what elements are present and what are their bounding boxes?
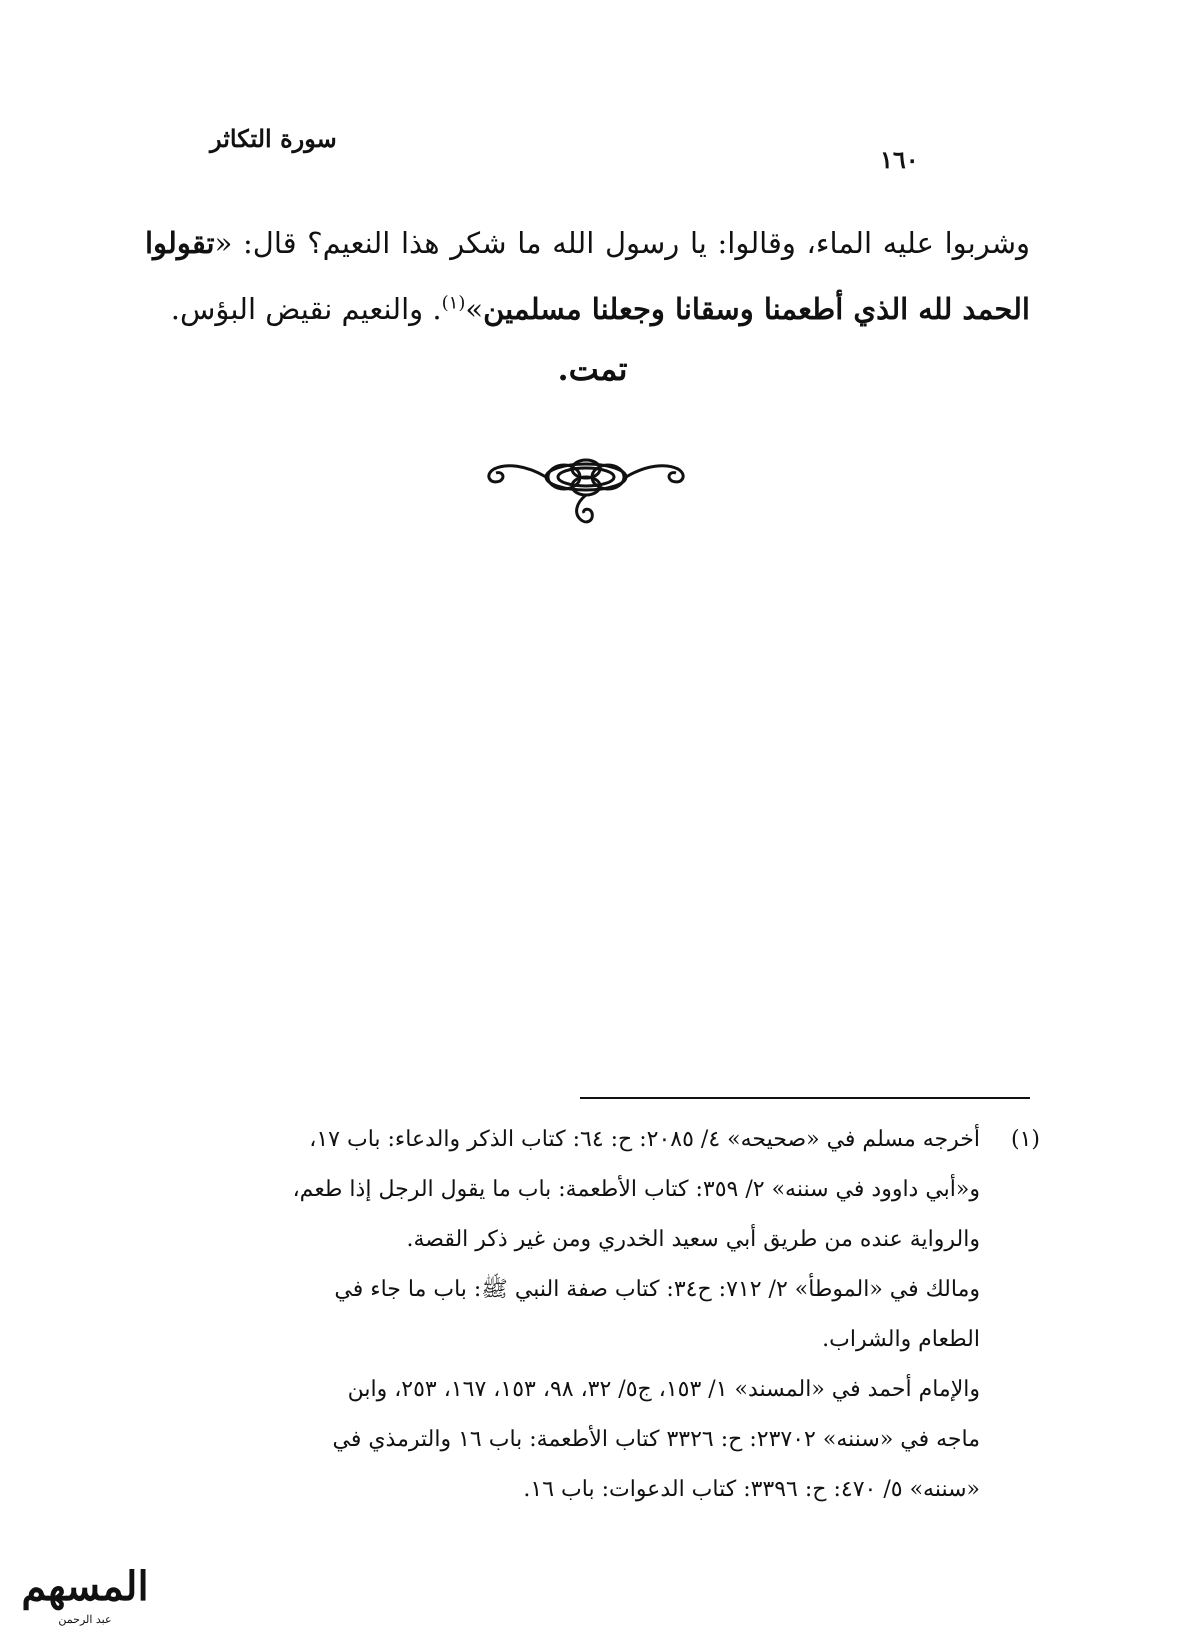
running-title: سورة التكاثر — [210, 124, 337, 153]
publisher-logo — [10, 1555, 160, 1635]
body-segment: . والنعيم نقيض البؤس. — [170, 292, 442, 326]
footnote-marker: (١) — [1010, 1127, 1040, 1152]
footnote-line: الطعام والشراب. — [822, 1327, 980, 1352]
footnote-line: والرواية عنده من طريق أبي سعيد الخدري ومن غير ذكر القصة. — [406, 1227, 980, 1252]
footnote-line: «سننه» ٥/ ٤٧٠: ح: ٣٣٩٦: كتاب الدعوات: باب ١٦. — [523, 1477, 980, 1502]
footnotes — [145, 1115, 1040, 1515]
body-segment: وشربوا عليه الماء، وقالوا: يا رسول الله ما شكر هذا النعيم؟ قال: « — [214, 226, 1030, 260]
footnote-entry — [145, 1115, 1040, 1515]
ornament-divider-icon — [476, 455, 696, 535]
logo-text: المسهم — [21, 1563, 149, 1610]
footnote-reference[interactable]: (١) — [441, 292, 466, 314]
logo-subtext: عبد الرحمن — [58, 1613, 112, 1626]
footnote-line: أخرجه مسلم في «صحيحه» ٤/ ٢٠٨٥: ح: ٦٤: كتاب الذكر والدعاء: باب ١٧، — [309, 1127, 980, 1152]
footnote-separator — [580, 1097, 1030, 1099]
footnote-line: ماجه في «سننه» ٢٣٧٠٢: ح: ٣٣٢٦ كتاب الأطعمة: باب ١٦ والترمذي في — [332, 1427, 980, 1452]
main-paragraph — [145, 210, 1030, 342]
prophetic-quote: تقولوا الحمد لله الذي أطعمنا وسقانا وجعلنا مسلمين — [145, 226, 1030, 326]
footnote-line: والإمام أحمد في «المسند» ١/ ١٥٣، ج٥/ ٣٢، ٩٨، ١٥٣، ١٦٧، ٢٥٣، وابن — [347, 1377, 980, 1402]
page-number: ١٦٠ — [880, 145, 919, 174]
end-word: تمت. — [557, 350, 628, 388]
body-segment: » — [465, 292, 484, 326]
footnote-line: ومالك في «الموطأ» ٢/ ٧١٢: ح٣٤: كتاب صفة النبي ﷺ: باب ما جاء في — [334, 1277, 980, 1302]
footnote-line: و«أبي داوود في سننه» ٢/ ٣٥٩: كتاب الأطعمة: باب ما يقول الرجل إذا طعم، — [292, 1177, 980, 1202]
